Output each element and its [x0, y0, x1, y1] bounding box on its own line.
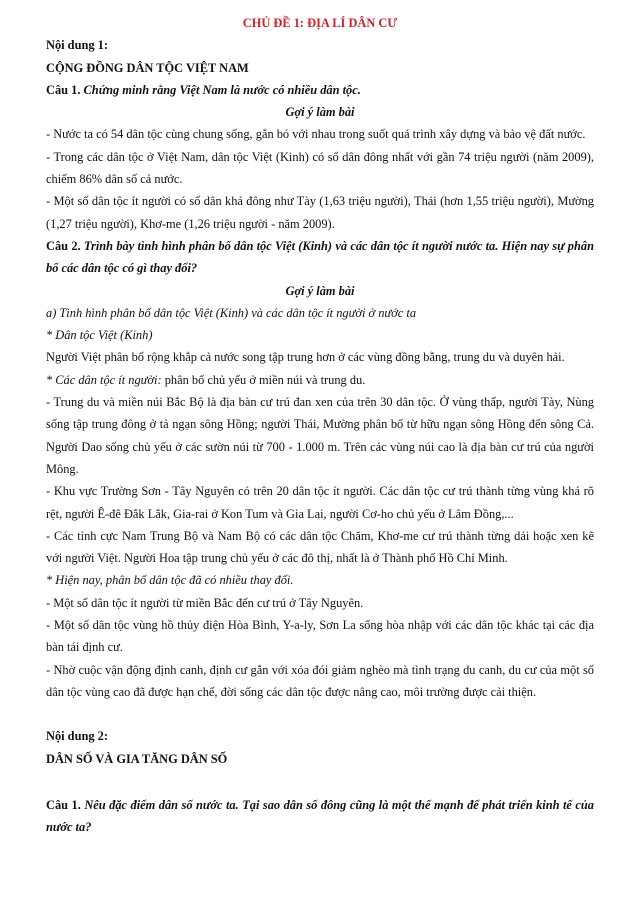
question-2 [46, 235, 594, 280]
paragraph: - Một số dân tộc ít người từ miền Bắc đến cư trú ở Tây Nguyên. [46, 595, 364, 610]
paragraph: - Nước ta có 54 dân tộc cùng chung sống, gắn bó với nhau trong suốt quá trình xây dựng và bảo vệ đất nước. [46, 127, 586, 142]
minority-text: phân bố chủ yếu ở miền núi và trung du. [161, 372, 366, 387]
paragraph: - Một số dân tộc vùng hồ thủy điện Hòa Bình, Y-a-ly, Sơn La sống hòa nhập với các dân tộc khác tại các địa bàn tái định cư. [46, 618, 594, 655]
question-text: Nêu đặc điểm dân số nước ta. Tại sao dân số đông cũng là một thế mạnh để phát triển kinh tế của nước ta? [46, 797, 594, 835]
kinh-label: * Dân tộc Việt (Kinh) [46, 328, 153, 343]
question-label: Câu 2. [46, 238, 81, 253]
paragraph: - Trung du và miền núi Bắc Bộ là địa bàn cư trú đan xen của trên 30 dân tộc. Ở vùng thấp, người Tày, Nùng sống tập trung đông ở tả ngạn sông Hồng; người Thái, Mường phân bố từ hữu ngạn sông Hồng đến sông Cả. Người Dao sống chủ yếu ở các sườn núi từ 700 - 1.000 m. Trên các vùng núi cao là địa bàn cư trú của người Mông. [46, 395, 594, 476]
paragraph: Người Việt phân bố rộng khắp cả nước song tập trung hơn ở các vùng đồng bằng, trung du và duyên hải. [46, 350, 565, 365]
section2-label: Nội dung 2: [46, 729, 108, 744]
paragraph: - Trong các dân tộc ở Việt Nam, dân tộc Việt (Kinh) có số dân đông nhất với gần 74 triệu người (năm 2009), chiếm 86% dân số cả nước. [46, 149, 594, 187]
question-text: Chứng minh rằng Việt Nam là nước có nhiều dân tộc. [83, 82, 361, 97]
paragraph: - Các tỉnh cực Nam Trung Bộ và Nam Bộ có các dân tộc Chăm, Khơ-me cư trú thành từng dải hoặc xen kẽ với người Việt. Người Hoa tập trung chủ yếu ở các đô thị, nhất là ở Thành phố Hồ Chí Minh. [46, 528, 594, 566]
change-label: * Hiện nay, phân bố dân tộc đã có nhiều thay đổi. [46, 573, 294, 588]
subheading-a: a) Tình hình phân bố dân tộc Việt (Kinh) và các dân tộc ít người ở nước ta [46, 305, 417, 320]
paragraph: - Nhờ cuộc vận động định canh, định cư gắn với xóa đói giảm nghèo mà tình trạng du canh, du cư của một số dân tộc vùng cao đã được hạn chế, đời sống các dân tộc được nâng cao, môi trường được cải thiện. [46, 662, 594, 699]
question-text: Trình bày tình hình phân bố dân tộc Việt (Kinh) và các dân tộc ít người nước ta. Hiện nay sự phân bố các dân tộc có gì thay đổi? [46, 238, 594, 276]
answer-hint: Gợi ý làm bài [285, 283, 355, 298]
section1-heading: CỘNG ĐỒNG DÂN TỘC VIỆT NAM [46, 60, 249, 75]
answer-hint: Gợi ý làm bài [285, 105, 355, 120]
section1-label: Nội dung 1: [46, 38, 108, 53]
document-title: CHỦ ĐỀ 1: ĐỊA LÍ DÂN CƯ [242, 16, 398, 30]
paragraph: - Một số dân tộc ít người có số dân khá đông như Tày (1,63 triệu người), Thái (hơn 1,55 triệu người), Mường (1,27 triệu người), Khơ-me (1,26 triệu người - năm 2009). [46, 194, 594, 231]
question-label: Câu 1. [46, 797, 81, 812]
document-page [46, 12, 594, 838]
spacer [46, 703, 594, 725]
spacer [46, 770, 594, 794]
question-label: Câu 1. [46, 82, 81, 97]
question-1 [46, 79, 594, 101]
minority-line [46, 369, 594, 391]
minority-label: * Các dân tộc ít người: [46, 372, 162, 387]
question-1 [46, 794, 594, 839]
section2-heading: DÂN SỐ VÀ GIA TĂNG DÂN SỐ [46, 751, 228, 766]
paragraph: - Khu vực Trường Sơn - Tây Nguyên có trên 20 dân tộc ít người. Các dân tộc cư trú thành từng vùng khá rõ rệt, người Ê-đê Đắk Lắk, Gia-rai ở Kon Tum và Gia Lai, người Cơ-ho chủ yếu ở Lâm Đồng,... [46, 484, 594, 521]
